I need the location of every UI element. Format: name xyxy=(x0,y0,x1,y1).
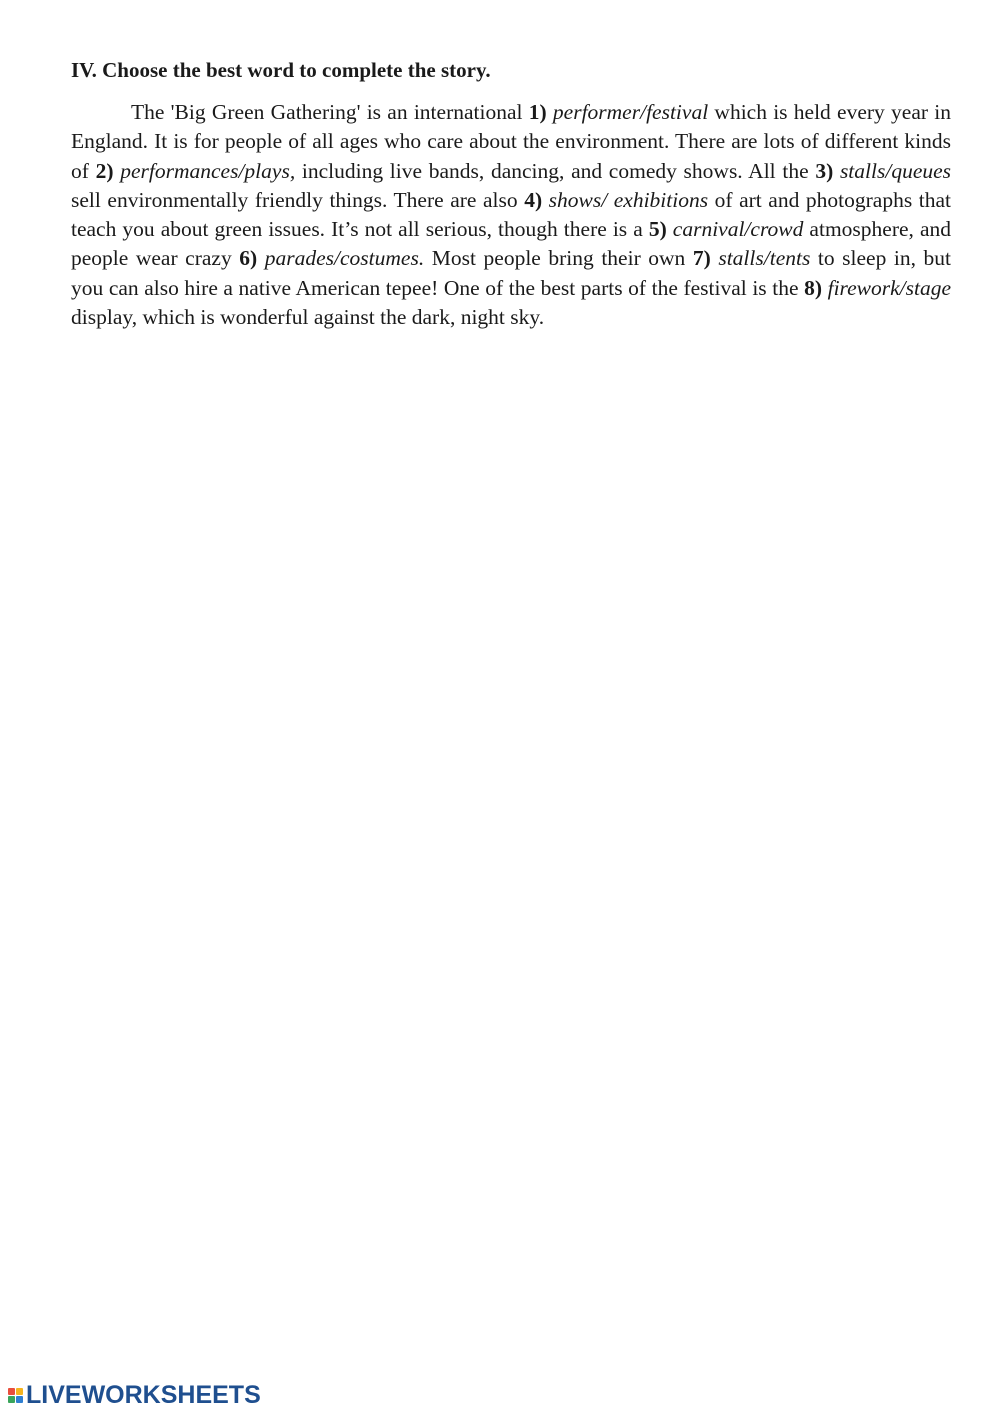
answer-options: stalls/queues xyxy=(839,158,952,183)
answer-options: stalls/tents xyxy=(718,246,811,271)
answer-options: shows/ exhibitions xyxy=(548,187,709,212)
blank-number: 5) xyxy=(648,217,667,242)
blank-number: 7) xyxy=(692,246,711,271)
blank-number: 6) xyxy=(239,246,258,271)
story-text: The 'Big Green Gathering' is an international xyxy=(131,100,529,124)
story-text xyxy=(257,246,265,270)
logo-mark-icon xyxy=(8,1388,23,1403)
answer-options: parades/costumes. xyxy=(264,246,425,271)
exercise-heading: IV. Choose the best word to complete the story. xyxy=(71,58,491,82)
answer-options: carnival/crowd xyxy=(672,217,804,242)
logo-mark-square xyxy=(16,1388,23,1395)
story-text: sell environmentally friendly things. There are also xyxy=(71,187,525,212)
answer-options: performances/plays, xyxy=(120,158,296,183)
blank-number: 1) xyxy=(528,100,547,124)
story-text: which is held every year in England. It is for people of all ages who care about the environment. There are lots of different kinds of xyxy=(71,100,952,183)
logo-mark-square xyxy=(8,1388,15,1395)
logo-mark-square xyxy=(16,1396,23,1403)
logo-text: LIVEWORKSHEETS xyxy=(26,1381,261,1409)
story-text: atmosphere, and people wear crazy xyxy=(71,217,951,271)
story-text xyxy=(833,159,840,183)
blank-number: 8) xyxy=(804,275,823,300)
answer-options: firework/stage xyxy=(827,275,952,300)
blank-number: 2) xyxy=(95,158,114,183)
blank-number: 3) xyxy=(815,158,834,183)
answer-options: performer/festival xyxy=(552,100,709,124)
liveworksheets-logo xyxy=(8,1381,261,1410)
blank-number: 4) xyxy=(524,187,543,212)
story-paragraph xyxy=(71,98,951,332)
story-text: of art and photographs that teach you about green issues. It’s not all serious, though there is a xyxy=(71,187,951,242)
story-text: Most people bring their own xyxy=(424,246,693,271)
story-text: display, which is wonderful against the dark, night sky. xyxy=(71,305,545,330)
story-text: to sleep in, but you can also hire a native American tepee! One of the best parts of the festival is the xyxy=(71,246,952,300)
story-text: including live bands, dancing, and comedy shows. All the xyxy=(295,158,816,183)
logo-mark-square xyxy=(8,1396,15,1403)
